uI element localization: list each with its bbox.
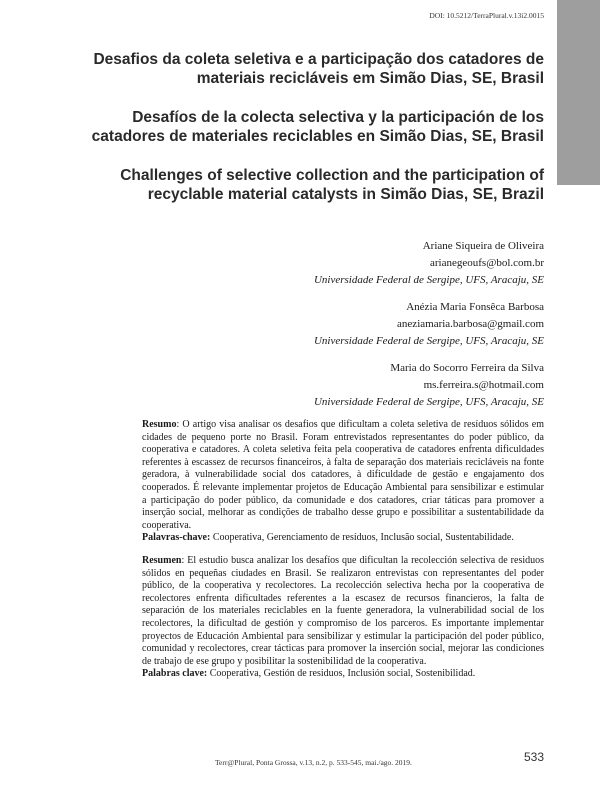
abstract-portuguese [142, 419, 544, 532]
keywords-spanish [142, 668, 544, 681]
author-name: Ariane Siqueira de Oliveira [422, 240, 544, 252]
abstract-text: : El estudio busca analizar los desafíos que dificultan la recolección selectiva de residuos sólidos en pequeñas ciudades en Brasil. Se realizaron entrevistas con representantes del poder público, de la cooperativa y recolectores. La recolección selectiva hecha por la cooperativa de recolectores enfrenta dificultades referentes a la escasez de recursos financieros, la falta de separación de los materiales reciclables en la fuente generadora, la vulnerabilidad social de los recolectores, la dificultad de gestión y compromiso de los parceros. Es importante implementar proyectos de Educación Ambiental para sensibilizar y estimular la participación del poder público, comunidad y recolectores, crear tácticas para promover la inserción social, mejorar las condiciones de trabajo de ese grupo y posibilitar la sostenibilidad de la cooperativa. [142, 554, 544, 667]
keywords-portuguese [142, 532, 544, 545]
author-name: Anézia Maria Fonsêca Barbosa [406, 301, 544, 313]
abstract-label: Resumo [142, 419, 177, 430]
author-entry [124, 299, 544, 350]
author-email[interactable]: aneziamaria.barbosa@gmail.com [397, 318, 544, 330]
keywords-label: Palabras clave: [142, 668, 208, 680]
keywords-text: Cooperativa, Gestión de residuos, Inclusión social, Sostenibilidad. [207, 668, 476, 680]
title-block [60, 50, 544, 224]
author-affiliation: Universidade Federal de Sergipe, UFS, Aracaju, SE [313, 335, 544, 347]
author-email[interactable]: arianegeoufs@bol.com.br [430, 257, 544, 269]
abstract-text: : O artigo visa analisar os desafios que dificultam a coleta seletiva de resíduos sólidos em cidades de pequeno porte no Brasil. Foram entrevistados representantes do poder público, da cooperativa e catadores. A coleta seletiva feita pela cooperativa de catadores enfrenta dificuldades referentes à escassez de recursos financeiros, à falta de separação dos materiais recicláveis na fonte geradora, à vulnerabilidade social dos catadores, à dificuldade de gestão e engajamento dos cooperados. É relevante implementar projetos de Educação Ambiental para sensibilizar e estimular a participação do poder público, da comunidade e dos catadores, criar táticas para promover a inserção social, melhorar as condições de trabalho desse grupo e possibilitar a sustentabilidade da cooperativa. [142, 419, 544, 531]
author-email[interactable]: ms.ferreira.s@hotmail.com [423, 379, 544, 391]
page-number: 533 [523, 750, 544, 764]
journal-citation: Terr@Plural, Ponta Grossa, v.13, n.2, p. 533-545, mai./ago. 2019. [215, 758, 412, 767]
abstract-label: Resumen [142, 554, 182, 566]
keywords-text: Cooperativa, Gerenciamento de resíduos, Inclusão social, Sustentabilidade. [210, 532, 514, 544]
doi-label: DOI: 10.5212/TerraPlural.v.13i2.0015 [429, 11, 544, 20]
title-spanish: Desafíos de la colecta selectiva y la participación de los catadores de materiales reciclables en Simão Dias, SE, Brasil [91, 109, 544, 145]
author-entry [124, 360, 544, 411]
title-portuguese: Desafios da coleta seletiva e a participação dos catadores de materiais recicláveis em Simão Dias, SE, Brasil [93, 51, 544, 87]
keywords-label: Palavras-chave: [142, 532, 211, 544]
abstract-spanish [142, 555, 544, 668]
author-affiliation: Universidade Federal de Sergipe, UFS, Aracaju, SE [313, 396, 544, 408]
author-affiliation: Universidade Federal de Sergipe, UFS, Aracaju, SE [313, 274, 544, 286]
author-name: Maria do Socorro Ferreira da Silva [390, 362, 544, 374]
author-entry [124, 238, 544, 289]
abstract-section [142, 419, 544, 691]
title-english: Challenges of selective collection and the participation of recyclable material catalysts in Simão Dias, SE, Brazil [120, 167, 544, 203]
sidebar-strip [557, 0, 600, 185]
author-list [124, 238, 544, 421]
